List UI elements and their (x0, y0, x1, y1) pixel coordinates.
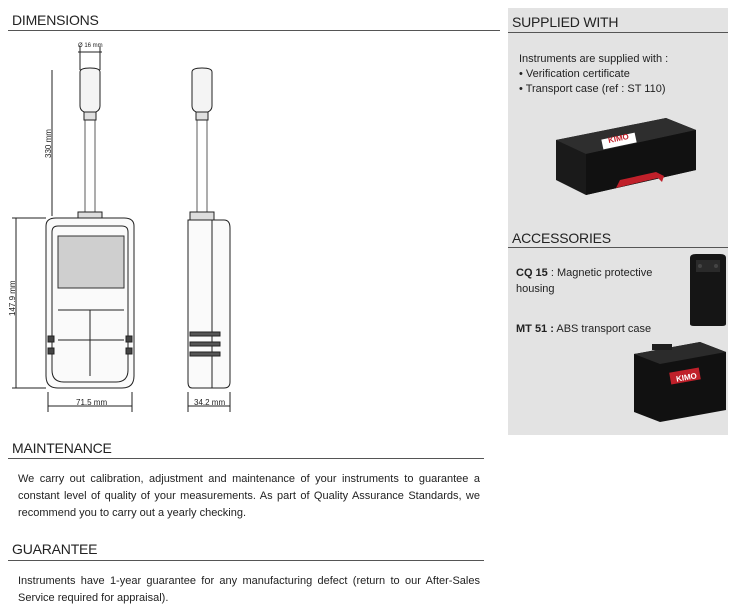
body-height-label: 147.9 mm (8, 280, 17, 316)
accessory-code: MT 51 : (516, 323, 554, 335)
accessory-desc: : Magnetic protective (547, 267, 653, 279)
magnetic-housing-image (686, 252, 730, 328)
supplied-title: SUPPLIED WITH (512, 14, 619, 30)
accessories-title: ACCESSORIES (512, 230, 611, 246)
accessories-rule (508, 247, 728, 248)
supplied-intro: Instruments are supplied with : (519, 53, 669, 65)
supplied-item: • Verification certificate (519, 68, 630, 80)
maintenance-rule (8, 458, 484, 459)
dimensions-drawing (0, 36, 300, 426)
guarantee-text: Instruments have 1-year guarantee for any manufacturing defect (return to our After-Sales Service required for appraisal). (18, 575, 480, 604)
supplied-item: • Transport case (ref : ST 110) (519, 83, 666, 95)
accessory-desc: ABS transport case (553, 323, 652, 335)
diameter-label: Ø 16 mm (78, 43, 103, 49)
dimensions-title: DIMENSIONS (12, 12, 99, 28)
accessory-code: CQ 15 (516, 267, 548, 279)
guarantee-title: GUARANTEE (12, 541, 98, 557)
transport-case-image (546, 110, 706, 200)
accessory-desc-2: housing (516, 283, 555, 295)
case-logo: KIMO (607, 131, 630, 146)
side-view (188, 68, 230, 412)
depth-label: 34.2 mm (194, 398, 226, 407)
dimensions-rule (8, 30, 500, 31)
supplied-rule (508, 32, 728, 33)
accessory-mt51 (516, 321, 651, 337)
guarantee-rule (8, 560, 484, 561)
front-view (12, 46, 134, 412)
maintenance-title: MAINTENANCE (12, 440, 112, 456)
width-label: 71.5 mm (76, 398, 108, 407)
probe-length-label: 330 mm (44, 129, 53, 158)
abs-case-logo: KIMO (675, 371, 698, 384)
maintenance-text: We carry out calibration, adjustment and maintenance of your instruments to guarantee a constant level of quality of your measurements. As part of Quality Assurance Standards, we recommend you to carry out a yearly checking. (18, 473, 480, 519)
accessory-cq15 (516, 265, 676, 297)
